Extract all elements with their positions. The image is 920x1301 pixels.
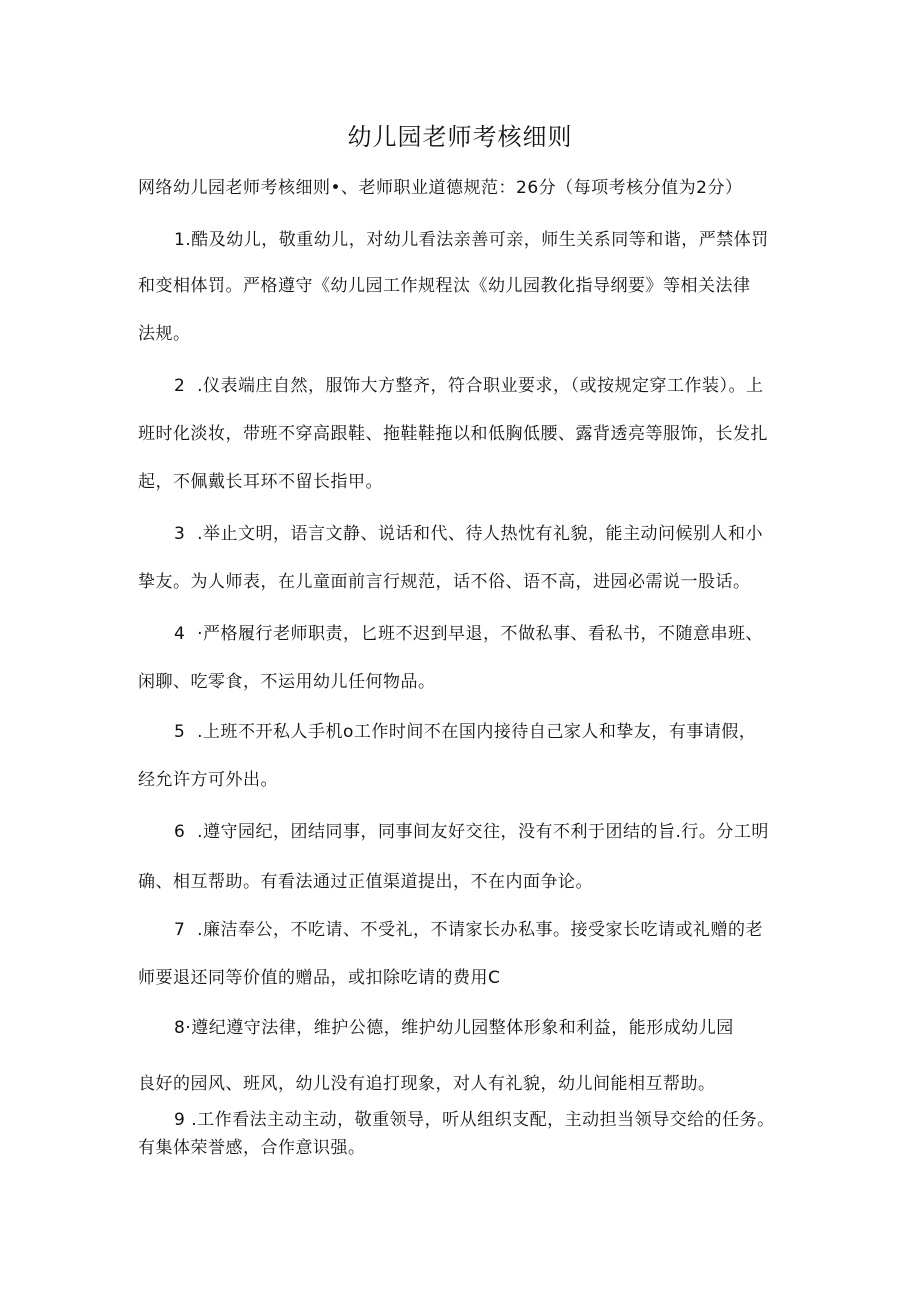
- item-2-line-3: 起，不佩戴长耳环不留长指甲。: [138, 472, 383, 492]
- item-5-line-1: 5 .上班不开私人手机o工作时间不在国内接待自己家人和挚友，有事请假，: [174, 722, 757, 742]
- item-5-line-2: 经允许方可外出。: [138, 770, 278, 790]
- item-2-line-1: 2 .仪表端庄自然，服饰大方整齐，符合职业要求，（或按规定穿工作装）。上: [174, 376, 764, 396]
- item-3-line-1: 3 .举止文明，语言文静、说话和代、待人热忱有礼貌，能主动问候别人和小: [174, 524, 764, 544]
- item-9-line-2: 有集体荣誉感，合作意识强。: [138, 1138, 366, 1158]
- item-8-line-1: 8·遵纪遵守法律，维护公德，维护幼儿园整体形象和利益，能形成幼儿园: [174, 1018, 734, 1038]
- document-title: 幼儿园老师考核细则: [347, 123, 573, 151]
- item-8-line-2: 良好的园风、班风，幼儿没有追打现象，对人有礼貌，幼儿间能相互帮助。: [138, 1074, 716, 1094]
- item-1-line-2: 和变相体罚。严格遵守《幼儿园工作规程汰《幼儿园教化指导纲要》等相关法律: [138, 276, 751, 296]
- item-4-line-2: 闲聊、吃零食，不运用幼儿任何物品。: [138, 672, 436, 692]
- item-7-line-2: 师要退还同等价值的赠品，或扣除吃请的费用C: [138, 968, 501, 988]
- item-4-line-1: 4 ·严格履行老师职责，匕班不迟到早退，不做私事、看私书，不随意串班、: [174, 624, 764, 644]
- item-9-line-1: 9 .工作看法主动主动，敬重领导，听从组织支配，主动担当领导交给的任务。: [174, 1110, 775, 1130]
- intro-line: 网络幼儿园老师考核细则•、老师职业道德规范：26分（每项考核分值为2分）: [138, 178, 743, 198]
- item-7-line-1: 7 .廉洁奉公，不吃请、不受礼，不请家长办私事。接受家长吃请或礼赠的老: [174, 920, 764, 940]
- item-2-line-2: 班时化淡妆，带班不穿高跟鞋、拖鞋鞋拖以和低胸低腰、露背透亮等服饰，长发扎: [138, 424, 768, 444]
- item-3-line-2: 挚友。为人师表，在儿童面前言行规范，话不俗、语不高，进园必需说一股话。: [138, 572, 751, 592]
- item-1-line-3: 法规。: [138, 324, 191, 344]
- item-1-line-1: 1.酷及幼儿，敬重幼儿，对幼儿看法亲善可亲，师生关系同等和谐，严禁体罚: [174, 230, 769, 250]
- item-6-line-1: 6 .遵守园纪，团结同事，同事间友好交往，没有不利于团结的旨.行。分工明: [174, 822, 769, 842]
- item-6-line-2: 确、相互帮助。有看法通过正值渠道提出，不在内面争论。: [138, 872, 593, 892]
